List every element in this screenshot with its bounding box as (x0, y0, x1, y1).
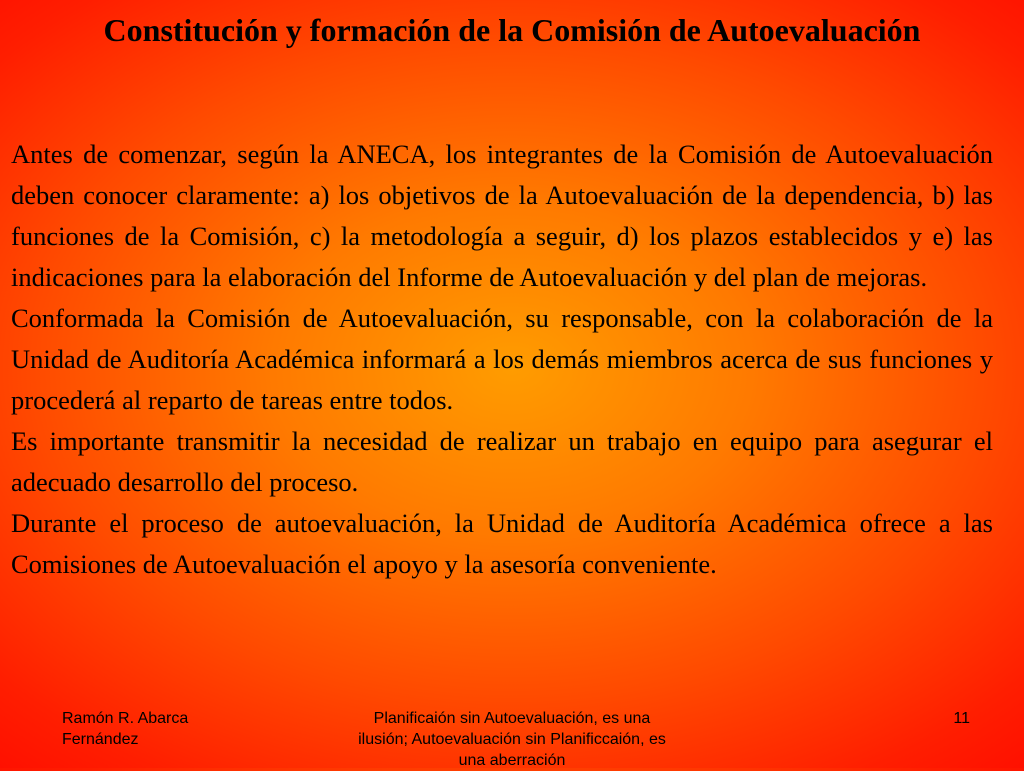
body-paragraph: Es importante transmitir la necesidad de realizar un trabajo en equipo para asegurar el adecuado desarrollo del proceso. (11, 426, 993, 497)
body-paragraph: Antes de comenzar, según la ANECA, los integrantes de la Comisión de Autoevaluación deben conocer claramente: a) los objetivos de la Autoevaluación de la dependencia, b) las funciones de la Comisión, c) la metodología a seguir, d) los plazos establecidos y e) las indicaciones para la elaboración del Informe de Autoevaluación y del plan de mejoras. (11, 139, 993, 292)
body-paragraph: Conformada la Comisión de Autoevaluación, su responsable, con la colaboración de la Unidad de Auditoría Académica informará a los demás miembros acerca de sus funciones y procederá al reparto de tareas entre todos. (11, 303, 993, 415)
footer-motto: Planificaión sin Autoevaluación, es una ilusión; Autoevaluación sin Planificcaión, es una aberración (358, 710, 666, 769)
slide-body (11, 134, 993, 585)
body-paragraph: Durante el proceso de autoevaluación, la Unidad de Auditoría Académica ofrece a las Comisiones de Autoevaluación el apoyo y la asesoría conveniente. (11, 508, 993, 579)
footer-author: Ramón R. Abarca Fernández (62, 710, 189, 748)
slide-title: Constitución y formación de la Comisión de Autoevaluación (103, 12, 921, 48)
page-number: 11 (953, 710, 970, 727)
